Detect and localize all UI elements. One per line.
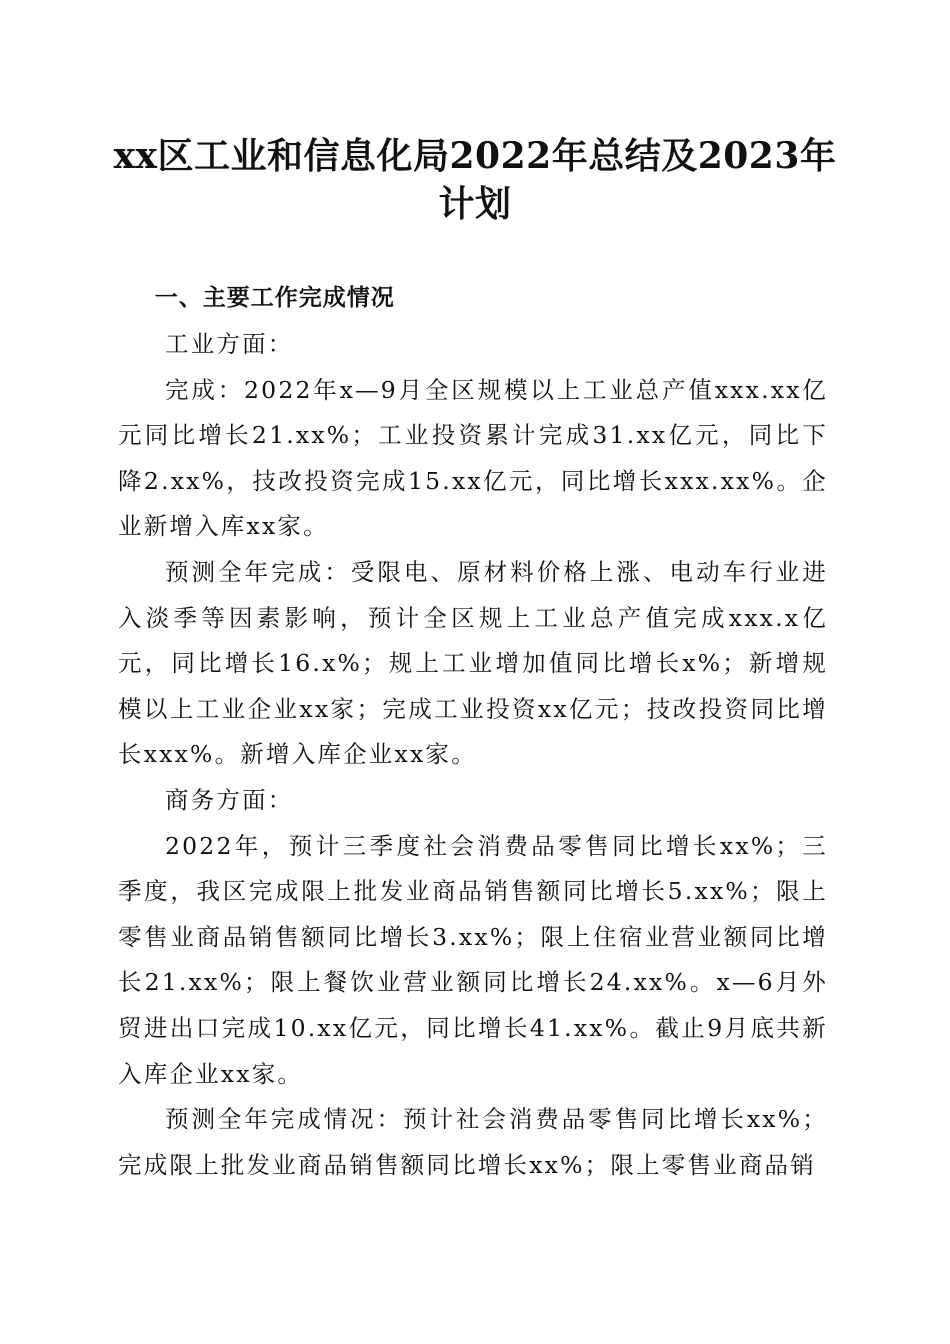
- section-heading-1: 一、主要工作完成情况: [154, 285, 395, 311]
- paragraph-industry-completed: 完成：2022年x—9月全区规模以上工业总产值xxx.xx亿元同比增长21.xx%；工业投资累计完成31.xx亿元，同比下降2.xx%，技改投资完成15.xx亿元，同比增长xxx.xx%。企业新增入库xx家。: [118, 375, 828, 541]
- paragraph-commerce-forecast: 预测全年完成情况：预计社会消费品零售同比增长xx%；完成限上批发业商品销售额同比增长xx%；限上零售业商品销: [118, 1105, 828, 1179]
- document-body: [118, 274, 828, 1188]
- paragraph-commerce-label: 商务方面：: [165, 785, 294, 814]
- document-title: xx区工业和信息化局2022年总结及2023年计划: [113, 135, 837, 225]
- paragraph-commerce-2022: 2022年，预计三季度社会消费品零售同比增长xx%；三季度，我区完成限上批发业商品销售额同比增长5.xx%；限上零售业商品销售额同比增长3.xx%；限上住宿业营业额同比增长21.xx%；限上餐饮业营业额同比增长24.xx%。x—6月外贸进出口完成10.xx亿元，同比增长41.xx%。截止9月底共新入库企业xx家。: [118, 831, 828, 1088]
- paragraph-industry-forecast: 预测全年完成：受限电、原材料价格上涨、电动车行业进入淡季等因素影响，预计全区规上工业总产值完成xxx.x亿元，同比增长16.x%；规上工业增加值同比增长x%；新增规模以上工业企业xx家；完成工业投资xx亿元；技改投资同比增长xxx%。新增入库企业xx家。: [118, 557, 828, 769]
- paragraph-industry-label: 工业方面：: [165, 330, 294, 358]
